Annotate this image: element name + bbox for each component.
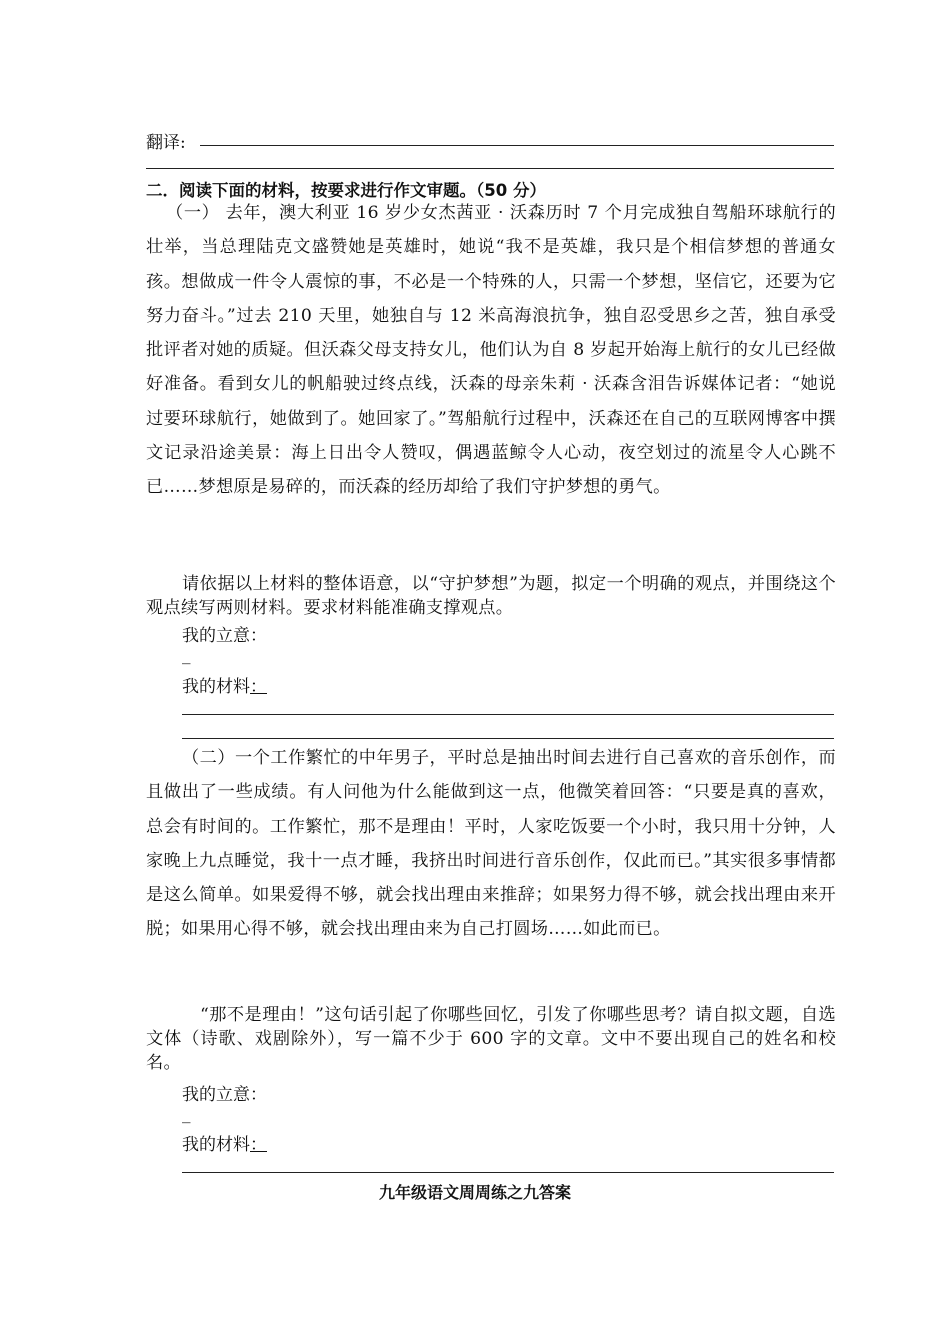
instruction-two: “那不是理由！”这句话引起了你哪些回忆，引发了你哪些思考？请自拟文题，自选文体（诗歌、戏剧除外），写一篇不少于 600 字的文章。文中不要出现自己的姓名和校名。 xyxy=(146,1005,836,1073)
passage-two: （二）一个工作繁忙的中年男子，平时总是抽出时间去进行自己喜欢的音乐创作，而且做出了一些成绩。有人问他为什么能做到这一点，他微笑着回答：“只要是真的喜欢，总会有时间的。工作繁忙，那不是理由！平时，人家吃饭要一个小时，我只用十分钟，人家晚上九点睡觉，我十一点才睡，我挤出时间进行音乐创作，仅此而已。”其实很多事情都是这么简单。如果爱得不够，就会找出理由来推辞；如果努力得不够，就会找出理由来开脱；如果用心得不够，就会找出理由来为自己打圆场……如此而已。 xyxy=(146,748,836,940)
translation-answer-line[interactable] xyxy=(200,145,834,146)
my-material-label-two: 我的材料 xyxy=(182,1135,250,1155)
my-material-colon-one: ： xyxy=(250,677,267,697)
my-idea-label-two: 我的立意： xyxy=(182,1085,267,1105)
material-answer-line-one[interactable] xyxy=(182,714,834,715)
answer-key-title: 九年级语文周周练之九答案 xyxy=(378,1183,571,1202)
my-material-row-one xyxy=(182,672,281,697)
material-answer-line-one-b[interactable] xyxy=(182,738,834,739)
my-idea-label-one: 我的立意： xyxy=(182,626,267,646)
my-idea-blank-two[interactable]: _ xyxy=(182,1104,191,1124)
my-material-label-one: 我的材料 xyxy=(182,677,250,697)
my-material-colon-two: ： xyxy=(250,1135,267,1155)
instruction-one: 请依据以上材料的整体语意，以“守护梦想”为题，拟定一个明确的观点，并围绕这个观点续写两则材料。要求材料能准确支撑观点。 xyxy=(146,574,836,618)
material-answer-line-two[interactable] xyxy=(182,1172,834,1173)
my-material-row-two xyxy=(182,1130,281,1155)
section-heading: 二．阅读下面的材料，按要求进行作文审题。（50 分） xyxy=(146,181,546,200)
my-idea-blank-one[interactable]: _ xyxy=(182,645,191,665)
translation-answer-line-2[interactable] xyxy=(146,168,834,169)
passage-one: （一） 去年，澳大利亚 16 岁少女杰茜亚 · 沃森历时 7 个月完成独自驾船环球航行的壮举，当总理陆克文盛赞她是英雄时，她说“我不是英雄，我只是个相信梦想的普通女孩。想做成一件令人震惊的事，不必是一个特殊的人，只需一个梦想，坚信它，还要为它努力奋斗。”过去 210 天里，她独自与 12 米高海浪抗争，独自忍受思乡之苦，独自承受批评者对她的质疑。但沃森父母支持女儿，他们认为自 8 岁起开始海上航行的女儿已经做好准备。看到女儿的帆船驶过终点线，沃森的母亲朱莉 · 沃森含泪告诉媒体记者：“她说过要环球航行，她做到了。她回家了。”驾船航行过程中，沃森还在自己的互联网博客中撰文记录沿途美景：海上日出令人赞叹，偶遇蓝鲸令人心动，夜空划过的流星令人心跳不已……梦想原是易碎的，而沃森的经历却给了我们守护梦想的勇气。 xyxy=(146,203,836,498)
translation-label: 翻译: xyxy=(146,133,186,153)
